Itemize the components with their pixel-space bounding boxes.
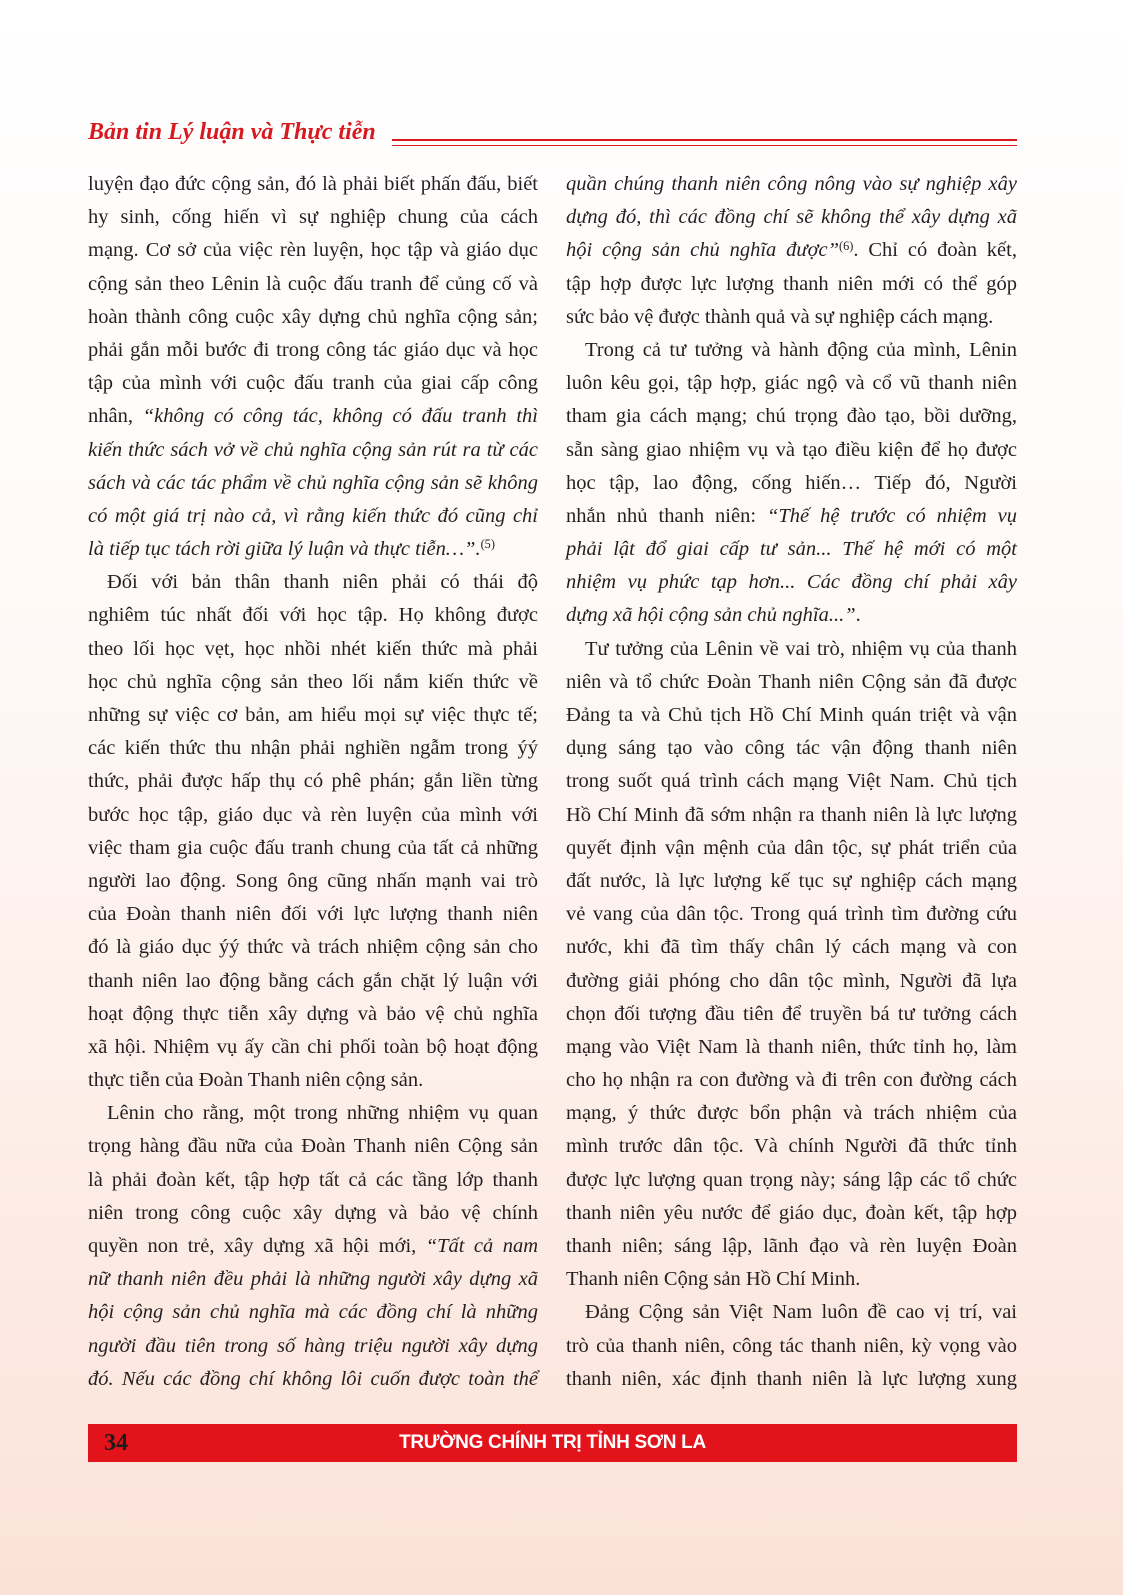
quotation-run: kiến thức sách vở về chủ nghĩa cộng sản rút ra từ các xyxy=(88,438,538,461)
text-run: theo lối học vẹt, học nhồi nhét kiến thức mà phải xyxy=(88,637,538,660)
text-line xyxy=(88,732,538,765)
paragraph xyxy=(566,633,1017,1297)
text-run: . Chỉ có đoàn kết, xyxy=(853,239,1017,262)
text-line xyxy=(88,434,538,467)
text-run: mạng, ý thức được bổn phận và trách nhiệm của xyxy=(566,1102,1017,1125)
text-line xyxy=(88,301,538,334)
text-run: dụng sáng tạo vào công tác vận động thanh niên xyxy=(566,737,1017,760)
text-line xyxy=(566,566,1017,599)
text-line xyxy=(566,599,1017,632)
text-run: thực tiễn của Đoàn Thanh niên cộng sản. xyxy=(88,1069,424,1092)
quotation-run: nhiệm vụ phức tạp hơn... Các đồng chí phải xây xyxy=(566,571,1017,594)
text-run: vẻ vang của dân tộc. Trong quá trình tìm đường cứu xyxy=(566,903,1017,926)
text-line xyxy=(88,633,538,666)
text-line xyxy=(566,1296,1017,1329)
page-number: 34 xyxy=(104,1430,128,1456)
paragraph xyxy=(88,168,538,566)
text-line xyxy=(566,1363,1017,1396)
text-run: của Đoàn thanh niên đối với lực lượng thanh niên xyxy=(88,903,538,926)
text-run: phải gắn mỗi bước đi trong công tác giáo dục và học xyxy=(88,338,538,361)
text-run: xã hội. Nhiệm vụ ấy cần chi phối toàn bộ hoạt động xyxy=(88,1035,538,1058)
text-line xyxy=(88,1263,538,1296)
quotation-run: là tiếp tục tách rời giữa lý luận và thực tiễn…”. xyxy=(88,538,481,561)
text-run: sẵn sàng giao nhiệm vụ và tạo điều kiện để họ được xyxy=(566,438,1017,461)
text-run: chọn đối tượng đầu tiên để truyền bá tư tưởng cách xyxy=(566,1002,1017,1025)
text-run: thanh niên yêu nước để giáo dục, đoàn kết, tập hợp xyxy=(566,1201,1017,1224)
text-run: Thanh niên Cộng sản Hồ Chí Minh. xyxy=(566,1268,861,1291)
text-line xyxy=(566,234,1017,267)
text-line xyxy=(88,1230,538,1263)
paragraph xyxy=(88,566,538,1097)
quotation-run: “Thế hệ trước có nhiệm vụ xyxy=(766,504,1017,527)
text-run: hy sinh, cống hiến vì sự nghiệp chung của cách xyxy=(88,206,538,229)
text-run: người lao động. Song ông cũng nhấn mạnh vai trò xyxy=(88,869,538,892)
text-run: học chủ nghĩa cộng sản theo lối nắm kiến thức về xyxy=(88,670,538,693)
text-run: thanh niên, xác định thanh niên là lực lượng xung xyxy=(566,1367,1017,1390)
text-line xyxy=(88,566,538,599)
text-line xyxy=(88,1197,538,1230)
text-run: nhắn nhủ thanh niên: xyxy=(566,504,767,527)
text-run: nhân, xyxy=(88,405,143,428)
text-line xyxy=(88,1164,538,1197)
text-run: đó là giáo dục ýý thức và trách nhiệm cộng sản cho xyxy=(88,936,538,959)
text-line xyxy=(566,931,1017,964)
quotation-run: dựng đó, thì các đồng chí sẽ không thể xây dựng xã xyxy=(566,206,1017,229)
text-line xyxy=(88,931,538,964)
text-run: đường giải phóng cho dân tộc mình, Người đã lựa xyxy=(566,969,1017,992)
text-line xyxy=(566,1164,1017,1197)
text-line xyxy=(566,367,1017,400)
text-line xyxy=(566,799,1017,832)
text-line xyxy=(88,234,538,267)
footer-bar xyxy=(88,1424,1017,1462)
text-run: tập của mình với cuộc đấu tranh của giai cấp công xyxy=(88,372,538,395)
text-line xyxy=(88,268,538,301)
text-run: Tư tưởng của Lênin về vai trò, nhiệm vụ của thanh xyxy=(585,637,1017,660)
text-line xyxy=(566,1064,1017,1097)
text-line xyxy=(566,467,1017,500)
text-line xyxy=(88,666,538,699)
text-run: mạng. Cơ sở của việc rèn luyện, học tập và giáo dục xyxy=(88,239,538,262)
text-line xyxy=(566,334,1017,367)
text-run: đất nước, là lực lượng kế tục sự nghiệp cách mạng xyxy=(566,869,1017,892)
quotation-run: “không có công tác, không có đấu tranh thì xyxy=(142,405,538,428)
text-run: luyện đạo đức cộng sản, đó là phải biết phấn đấu, biết xyxy=(88,173,538,195)
text-run: mạng vào Việt Nam là thanh niên, thức tỉnh họ, làm xyxy=(566,1035,1017,1058)
text-line xyxy=(566,832,1017,865)
text-run: niên và tổ chức Đoàn Thanh niên Cộng sản đã được xyxy=(566,670,1017,693)
text-line xyxy=(566,1197,1017,1230)
text-run: quyền non trẻ, xây dựng xã hội mới, xyxy=(88,1235,426,1257)
text-line xyxy=(566,434,1017,467)
text-line xyxy=(566,1031,1017,1064)
text-line xyxy=(566,301,1017,334)
text-run: trong suốt quá trình cách mạng Việt Nam. Chủ tịch xyxy=(566,770,1017,793)
text-run: mình trước dân tộc. Và chính Người đã thức tỉnh xyxy=(566,1135,1017,1158)
quotation-run: đó. Nếu các đồng chí không lôi cuốn được toàn thể xyxy=(88,1367,538,1390)
text-line xyxy=(88,400,538,433)
text-line xyxy=(566,765,1017,798)
text-run: Đảng ta và Chủ tịch Hồ Chí Minh quán triệt và vận xyxy=(566,704,1017,726)
text-run: trọng hàng đầu nữa của Đoàn Thanh niên Cộng sản xyxy=(88,1135,538,1158)
text-line xyxy=(88,1097,538,1130)
quotation-run: dựng xã hội cộng sản chủ nghĩa...” xyxy=(566,604,856,627)
text-line xyxy=(88,1064,538,1097)
text-run: tập hợp được lực lượng thanh niên mới có thể góp xyxy=(566,272,1017,295)
text-line xyxy=(88,500,538,533)
text-line xyxy=(88,599,538,632)
text-line xyxy=(566,400,1017,433)
text-line xyxy=(88,1363,538,1396)
text-line xyxy=(88,699,538,732)
text-run: Đảng Cộng sản Việt Nam luôn đề cao vị trí, vai xyxy=(585,1301,1017,1324)
paragraph xyxy=(566,334,1017,633)
text-line xyxy=(566,666,1017,699)
text-line xyxy=(566,865,1017,898)
quotation-run: có một giá trị nào cả, vì rằng kiến thức đó cũng chỉ xyxy=(88,504,538,527)
quotation-run: sách và các tác phẩm về chủ nghĩa cộng sản sẽ không xyxy=(88,471,538,494)
text-line xyxy=(88,965,538,998)
footnote-reference: (5) xyxy=(480,537,495,552)
text-line xyxy=(566,1263,1017,1296)
quotation-run: hội cộng sản chủ nghĩa được” xyxy=(566,239,840,262)
text-line xyxy=(566,1230,1017,1263)
quotation-run: hội cộng sản chủ nghĩa mà các đồng chí là những xyxy=(88,1301,538,1324)
publication-title: Bản tin Lý luận và Thực tiễn xyxy=(88,119,376,145)
text-line xyxy=(88,998,538,1031)
text-line xyxy=(88,765,538,798)
text-line xyxy=(88,168,538,201)
text-run: các kiến thức thu nhận phải nghiền ngẫm trong ýý xyxy=(88,737,538,760)
text-run: quyết định vận mệnh của dân tộc, sự phát triển của xyxy=(566,836,1017,859)
text-line xyxy=(566,998,1017,1031)
text-line xyxy=(566,898,1017,931)
paragraph xyxy=(566,168,1017,334)
text-line xyxy=(566,699,1017,732)
text-run: tham gia cách mạng; chú trọng đào tạo, bồi dưỡng, xyxy=(566,405,1017,428)
text-line xyxy=(566,732,1017,765)
text-run: nước, khi đã tìm thấy chân lý cách mạng và con xyxy=(566,936,1017,959)
text-run: nghiêm túc nhất đối với học tập. Họ không được xyxy=(88,604,538,627)
text-run: . xyxy=(855,604,861,627)
publisher-name: TRƯỜNG CHÍNH TRỊ TỈNH SƠN LA xyxy=(399,1432,706,1453)
text-run: học tập, lao động, cống hiến… Tiếp đó, Người xyxy=(566,471,1017,494)
text-run: Trong cả tư tưởng và hành động của mình, Lênin xyxy=(585,338,1017,361)
text-run: những sự việc cơ bản, am hiểu mọi sự việc thực tế; xyxy=(88,704,538,726)
text-line xyxy=(88,832,538,865)
text-run: hoạt động thực tiễn xây dựng và bảo vệ chủ nghĩa xyxy=(88,1002,538,1025)
text-run: sức bảo vệ được thành quả và sự nghiệp cách mạng. xyxy=(566,305,994,328)
text-run: thanh niên; sáng lập, lãnh đạo và rèn luyện Đoàn xyxy=(566,1235,1017,1257)
right-column xyxy=(566,168,1017,1396)
quotation-run: quần chúng thanh niên công nông vào sự nghiệp xây xyxy=(566,173,1017,195)
text-line xyxy=(566,500,1017,533)
text-line xyxy=(566,533,1017,566)
text-line xyxy=(88,1031,538,1064)
text-line xyxy=(88,367,538,400)
text-run: thức, phải được hấp thụ có phê phán; gắn liền từng xyxy=(88,770,538,793)
text-run: là phải đoàn kết, tập hợp tất cả các tầng lớp thanh xyxy=(88,1168,538,1191)
text-run: được lực lượng quan trọng này; sáng lập các tổ chức xyxy=(566,1168,1017,1191)
text-line xyxy=(88,1296,538,1329)
text-line xyxy=(88,201,538,234)
text-line xyxy=(566,1130,1017,1163)
text-run: cộng sản theo Lênin là cuộc đấu tranh để củng cố và xyxy=(88,272,538,295)
text-line xyxy=(566,1330,1017,1363)
text-line xyxy=(566,633,1017,666)
text-run: việc tham gia cuộc đấu tranh chung của tất cả những xyxy=(88,836,538,859)
text-line xyxy=(88,898,538,931)
text-line xyxy=(566,965,1017,998)
text-run: Đối với bản thân thanh niên phải có thái độ xyxy=(107,571,538,594)
text-line xyxy=(566,201,1017,234)
text-run: hoàn thành công cuộc xây dựng chủ nghĩa cộng sản; xyxy=(88,305,538,328)
text-line xyxy=(88,533,538,566)
left-column xyxy=(88,168,538,1396)
text-line xyxy=(566,268,1017,301)
text-run: bước học tập, giáo dục và rèn luyện của mình với xyxy=(88,803,538,826)
text-line xyxy=(88,334,538,367)
text-run: trò của thanh niên, công tác thanh niên, kỳ vọng vào xyxy=(566,1334,1017,1357)
quotation-run: phải lật đổ giai cấp tư sản... Thế hệ mới có một xyxy=(566,538,1017,561)
text-line xyxy=(566,1097,1017,1130)
quotation-run: nữ thanh niên đều phải là những người xây dựng xã xyxy=(88,1268,538,1291)
text-run: cho họ nhận ra con đường và đi trên con đường cách xyxy=(566,1069,1017,1092)
text-run: thanh niên lao động bằng cách gắn chặt lý luận với xyxy=(88,969,538,992)
header-rule xyxy=(392,139,1017,141)
text-line xyxy=(88,1130,538,1163)
quotation-run: “Tất cả nam xyxy=(425,1235,538,1257)
text-line xyxy=(88,799,538,832)
text-line xyxy=(88,1330,538,1363)
text-run: Lênin cho rằng, một trong những nhiệm vụ quan xyxy=(107,1102,538,1125)
text-line xyxy=(88,865,538,898)
text-run: luôn kêu gọi, tập hợp, giác ngộ và cổ vũ thanh niên xyxy=(566,372,1017,395)
text-run: Hồ Chí Minh đã sớm nhận ra thanh niên là lực lượng xyxy=(566,803,1017,826)
paragraph xyxy=(88,1097,538,1396)
header-rule xyxy=(392,145,1017,146)
footnote-reference: (6) xyxy=(839,238,854,253)
quotation-run: người đầu tiên trong số hàng triệu người xây dựng xyxy=(88,1334,538,1357)
paragraph xyxy=(566,1296,1017,1396)
text-run: niên trong công cuộc xây dựng và bảo vệ chính xyxy=(88,1201,538,1224)
text-line xyxy=(566,168,1017,201)
text-line xyxy=(88,467,538,500)
